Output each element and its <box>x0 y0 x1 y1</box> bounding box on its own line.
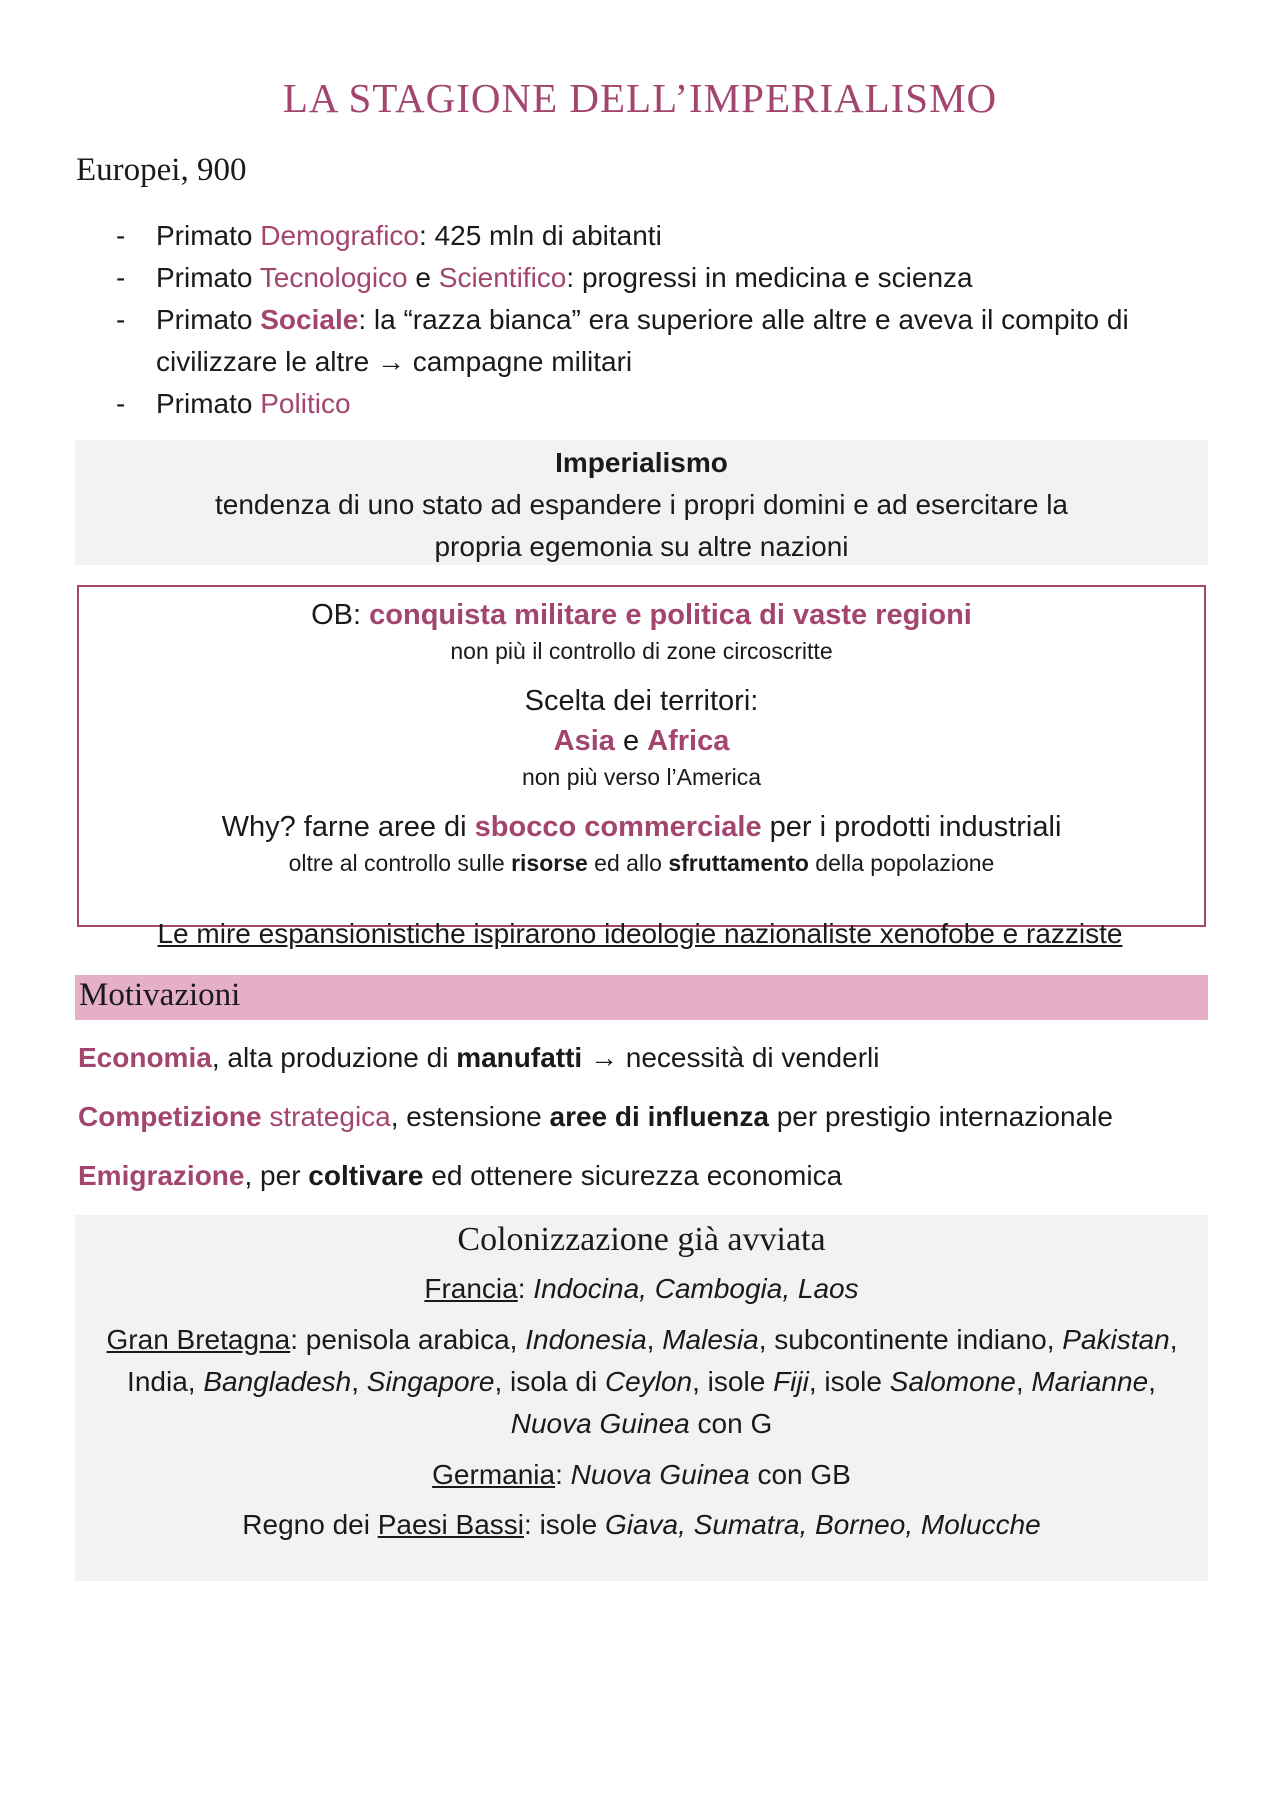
territory-choice-label: Scelta dei territori: <box>524 685 759 717</box>
list-item: - Primato Politico <box>116 388 351 419</box>
objective-line: OB: conquista militare e politica di vaste regioni <box>311 599 972 631</box>
why-line: Why? farne aree di sbocco commerciale per i prodotti industriali <box>221 811 1062 843</box>
why-extra: oltre al controllo sulle risorse ed allo sfruttamento della popolazione <box>288 850 995 876</box>
motivation-emigration: Emigrazione, per coltivare ed ottenere sicurezza economica <box>78 1160 843 1191</box>
primacy-list <box>116 215 1206 425</box>
motivation-economy: Economia, alta produzione di manufatti → necessità di venderli <box>78 1042 880 1073</box>
motivation-competition: Competizione strategica, estensione aree di influenza per prestigio internazionale <box>78 1101 1113 1132</box>
page-title: LA STAGIONE DELL’IMPERIALISMO <box>282 75 998 121</box>
objective-note: non più il controllo di zone circoscritte <box>450 638 833 664</box>
motivations-heading-band <box>75 975 1208 1020</box>
ideology-note: Le mire espansionistiche ispirarono ideologie nazionaliste xenofobe e razziste <box>157 918 1123 949</box>
section-subtitle: Europei, 900 <box>76 152 247 188</box>
definition-text: tendenza di uno stato ad espandere i propri domini e ad esercitare la propria egemonia su altre nazioni <box>215 489 1068 562</box>
colonization-box <box>75 1215 1208 1581</box>
definition-heading: Imperialismo <box>555 447 728 478</box>
colony-france: Francia: Indocina, Cambogia, Laos <box>424 1273 859 1304</box>
colony-germany: Germania: Nuova Guinea con GB <box>432 1459 851 1490</box>
motivations-heading: Motivazioni <box>79 977 241 1013</box>
territory-regions: Asia e Africa <box>553 725 730 757</box>
list-item: - Primato Demografico: 425 mln di abitanti <box>116 220 662 251</box>
colony-great-britain: Gran Bretagna: penisola arabica, Indonesia, Malesia, subcontinente indiano, Pakistan, India, Bangladesh, Singapore, isola di Ceylon, isole Fiji, isole Salomone, Marianne, Nuova Guinea con G <box>106 1324 1178 1439</box>
colony-netherlands: Regno dei Paesi Bassi: isole Giava, Sumatra, Borneo, Molucche <box>242 1509 1041 1540</box>
objective-box <box>77 585 1206 927</box>
list-item: - Primato Tecnologico e Scientifico: progressi in medicina e scienza <box>116 262 973 293</box>
territory-note: non più verso l’America <box>521 764 762 790</box>
definition-box <box>75 440 1208 565</box>
list-item: - Primato Sociale: la “razza bianca” era superiore alle altre e aveva il compito di civilizzare le altre → campagne militari <box>116 304 1129 377</box>
colonization-heading: Colonizzazione già avviata <box>457 1221 826 1258</box>
